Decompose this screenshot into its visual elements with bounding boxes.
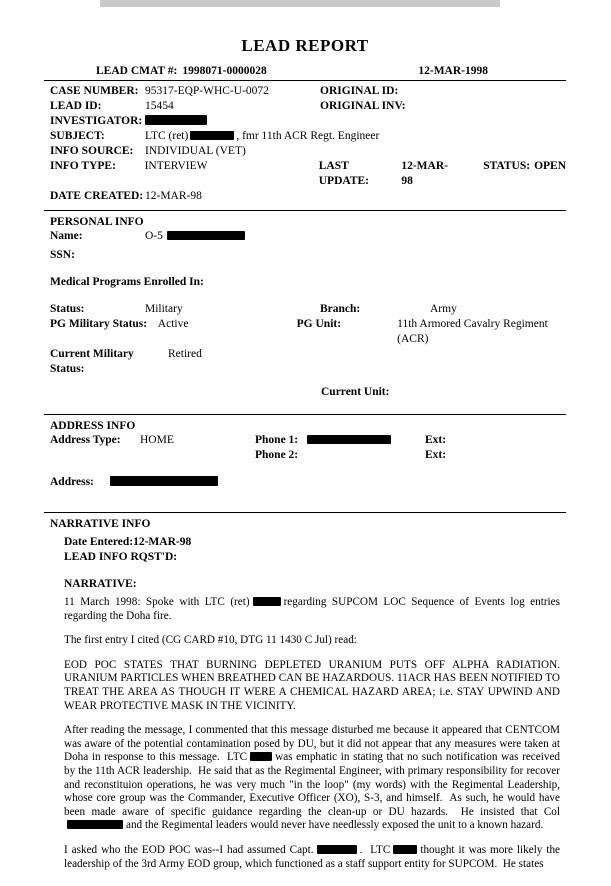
branch-value: Army [430, 303, 457, 315]
current-unit-label: Current Unit: [321, 386, 390, 398]
original-id-value [430, 84, 565, 99]
date-entered-label: Date Entered: [64, 536, 134, 548]
medical-programs-row [44, 275, 566, 290]
lead-id-value: 15454 [145, 100, 174, 112]
investigator-row [44, 114, 566, 129]
subject-value-post: , fmr 11th ACR Regt. Engineer [236, 130, 380, 142]
ssn-row [44, 248, 566, 263]
date-entered-value: 12-MAR-98 [133, 536, 192, 548]
document-content [44, 36, 566, 886]
cmat-value: 1998071-0000028 [182, 65, 267, 77]
original-inv-label: ORIGINAL INV: [320, 100, 406, 112]
name-value [145, 229, 245, 244]
address-row [44, 475, 566, 490]
narrative-paragraph-4: After reading the message, I commented that this message disturbed me because it appeared that CENTCOM was aware of the potential contamination posed by DU, but it did not appear that any measures were taken at Doha in response to this message. LTC was emphatic in stating that no such notification was received by the 11th ACR leadership. He said that as the Regimental Engineer, with primary responsibility for recover and reconstituion operations, he was very much "in the loop" (my words) with the Regimental Leadership, whose core group was the Commander, Executive Officer (XO), S-3, and himself. As such, he would have been made aware of specific guidance regarding the clean-up or DU hazards. He insisted that Coland the Regimental leaders would never have needlessly exposed the unit to a known hazard. [64, 724, 561, 832]
info-type-value: INTERVIEW [144, 160, 208, 172]
status-field-label: Status: [50, 303, 85, 315]
narrative-paragraph-3: EOD POC STATES THAT BURNING DEPLETED URANIUM PUTS OFF ALPHA RADIATION. URANIUM PARTICLES WHEN BREATHED CAN BE HAZARDOUS. 11ACR HAS BEEN NOTIFIED TO TREAT THE AREA AS THOUGH IT WERE A CHEMICAL HAZARD AREA; i.e. STAY UPWIND AND WEAR PROTECTIVE MASK IN THE VICINITY. [64, 658, 560, 712]
address-type-row [44, 433, 566, 448]
date-created-value: 12-MAR-98 [145, 190, 202, 202]
redaction-bar [253, 597, 281, 606]
phone1-value [307, 433, 425, 448]
investigator-label: INVESTIGATOR: [50, 115, 143, 127]
narrative-paragraph-5: I asked who the EOD POC was--I had assumed Capt. . LTC thought it was more likely the leadership of the 3rd Army EOD group, which functioned as a staff support entity for SUPCOM. He states [64, 843, 561, 870]
pg-military-status-label: PG Military Status: [50, 318, 148, 330]
cmat-label: LEAD CMAT #: [96, 65, 178, 77]
status-label: STATUS: [483, 160, 531, 172]
redaction-bar [190, 131, 234, 140]
subject-value [145, 129, 379, 144]
narrative-p1-post: regarding SUPCOM LOC Sequence of Events log entries regarding the Doha fire. [64, 596, 560, 622]
phone2-label: Phone 2: [255, 449, 299, 461]
last-update-label: LAST UPDATE: [318, 160, 370, 187]
lead-id-label: LEAD ID: [50, 100, 102, 112]
narrative-p1-pre: 11 March 1998: Spoke with LTC (ret) [64, 596, 250, 608]
pg-military-status-row [44, 317, 566, 347]
redaction-bar [167, 231, 245, 240]
current-unit-value [431, 385, 566, 400]
subject-value-pre: LTC (ret) [145, 130, 189, 142]
case-block [44, 81, 566, 208]
narrative-info-section [44, 513, 566, 886]
subject-row [44, 129, 566, 144]
redaction-bar [393, 845, 417, 854]
pg-unit-value: 11th Armored Cavalry Regiment (ACR) [397, 318, 548, 345]
narrative-info-heading: NARRATIVE INFO [50, 518, 151, 530]
address-label: Address: [50, 476, 94, 488]
narrative-paragraph-2: The first entry I cited (CG CARD #10, DTG 11 1430 C Jul) read: [64, 634, 357, 647]
date-created-row [44, 189, 566, 204]
address-info-heading: ADDRESS INFO [50, 420, 136, 432]
original-inv-value [430, 99, 565, 114]
last-update-value: 12-MAR-98 [401, 160, 448, 187]
redaction-bar [145, 115, 207, 125]
address-info-section [44, 415, 566, 510]
date-created-label: DATE CREATED: [50, 190, 144, 202]
phone2-row [44, 448, 566, 463]
redaction-bar [250, 752, 272, 761]
page-title: LEAD REPORT [241, 36, 369, 55]
status-badge: OPEN [534, 160, 567, 172]
lead-id-row [44, 99, 566, 114]
info-source-row [44, 144, 566, 159]
info-type-row [44, 159, 566, 189]
ssn-label: SSN: [50, 249, 75, 261]
narrative-paragraph-1 [64, 596, 560, 623]
name-grade: O-5 [145, 230, 163, 242]
redaction-bar [307, 435, 391, 444]
ext2-label: Ext: [425, 449, 447, 461]
narrative-label: NARRATIVE: [64, 578, 137, 590]
cmat-row [44, 65, 566, 77]
phone1-label: Phone 1: [255, 434, 299, 446]
status-row [44, 302, 566, 317]
personal-info-section [44, 211, 566, 412]
redaction-bar [110, 476, 218, 486]
case-number-row [44, 84, 566, 99]
info-type-label: INFO TYPE: [50, 160, 116, 172]
current-military-status-value: Retired [168, 348, 202, 360]
current-military-status-label: Current Military Status: [50, 348, 134, 375]
personal-info-heading: PERSONAL INFO [50, 216, 144, 228]
redaction-bar [67, 820, 123, 829]
lead-info-rqstd-row [44, 550, 566, 565]
current-unit-row [44, 385, 566, 400]
info-source-label: INFO SOURCE: [50, 145, 134, 157]
name-label: Name: [50, 230, 83, 242]
case-number-label: CASE NUMBER: [50, 85, 139, 97]
investigator-value [145, 114, 207, 129]
scan-edge-top [100, 0, 500, 7]
status-field-value: Military [145, 303, 183, 315]
original-id-label: ORIGINAL ID: [320, 85, 399, 97]
narrative-label-row [44, 577, 566, 592]
pg-unit-label: PG Unit: [296, 318, 342, 330]
lead-info-rqstd-label: LEAD INFO RQST'D: [64, 551, 178, 563]
document-date: 12-MAR-1998 [418, 65, 488, 77]
branch-label: Branch: [320, 303, 361, 315]
medical-programs-label: Medical Programs Enrolled In: [50, 276, 204, 288]
pg-military-status-value: Active [157, 318, 189, 330]
name-row [44, 229, 566, 244]
case-number-value: 95317-EQP-WHC-U-0072 [145, 85, 269, 97]
info-source-value: INDIVIDUAL (VET) [145, 145, 246, 157]
address-type-label: Address Type: [50, 434, 121, 446]
address-value [110, 475, 218, 490]
narrative-body [44, 596, 566, 871]
phone2-value [307, 448, 425, 463]
ext1-label: Ext: [425, 434, 447, 446]
subject-label: SUBJECT: [50, 130, 105, 142]
address-type-value: HOME [140, 434, 174, 446]
current-military-status-row [44, 347, 566, 377]
date-entered-row [44, 535, 566, 550]
redaction-bar [317, 845, 357, 854]
